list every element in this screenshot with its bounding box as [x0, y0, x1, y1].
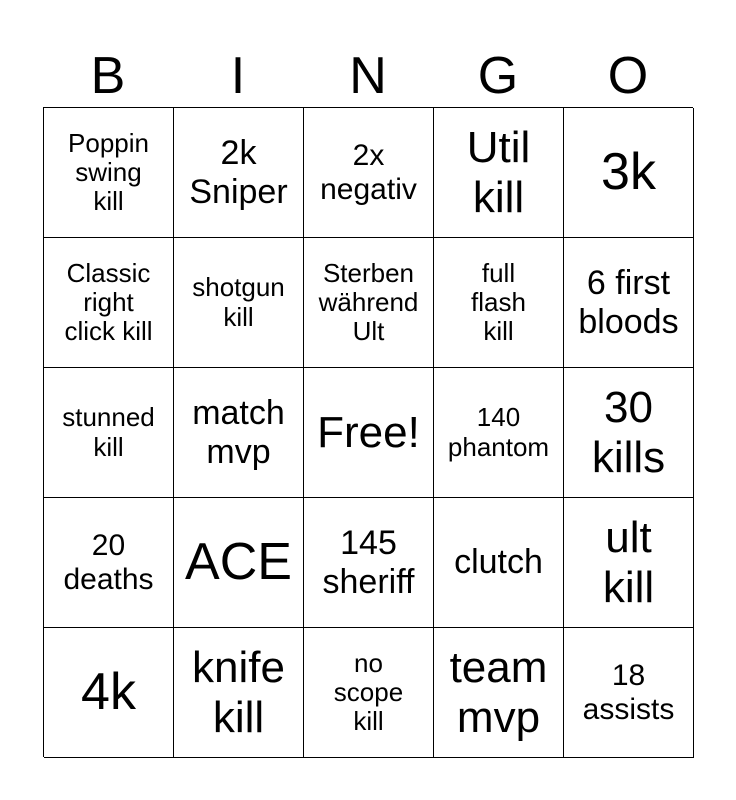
bingo-cell-label: ACE — [185, 533, 292, 592]
bingo-cell[interactable] — [434, 498, 564, 628]
bingo-cell-label: Poppin swing kill — [68, 127, 149, 217]
header-letter-i: I — [230, 47, 246, 105]
bingo-cell-label: ult kill — [602, 513, 655, 612]
bingo-cell-label: shotgun kill — [192, 272, 285, 332]
bingo-cell-label: Util kill — [466, 123, 531, 222]
bingo-cell-label: 30 kills — [591, 383, 666, 482]
bingo-cell-label: clutch — [454, 543, 543, 582]
bingo-cell[interactable] — [174, 108, 304, 238]
bingo-cell[interactable] — [44, 368, 174, 498]
bingo-free-cell[interactable] — [304, 368, 434, 498]
bingo-cell-label: 4k — [81, 663, 136, 722]
bingo-cell[interactable] — [304, 628, 434, 758]
header-letter-b: B — [90, 47, 126, 105]
bingo-cell[interactable] — [564, 368, 694, 498]
bingo-cell[interactable] — [44, 238, 174, 368]
bingo-cell[interactable] — [44, 628, 174, 758]
bingo-cell-label: 2x negativ — [320, 138, 417, 206]
bingo-cell-label: knife kill — [192, 643, 285, 742]
bingo-cell-label: 2k Sniper — [189, 134, 288, 211]
bingo-cell-label: 140 phantom — [447, 402, 550, 462]
bingo-header — [43, 48, 693, 104]
bingo-cell-label: 145 sheriff — [322, 524, 415, 601]
bingo-cell[interactable] — [174, 238, 304, 368]
bingo-cell[interactable] — [564, 108, 694, 238]
bingo-cell[interactable] — [434, 238, 564, 368]
bingo-cell[interactable] — [174, 368, 304, 498]
bingo-cell[interactable] — [564, 498, 694, 628]
bingo-cell-label: 3k — [601, 143, 656, 202]
bingo-cell[interactable] — [174, 498, 304, 628]
bingo-cell[interactable] — [434, 368, 564, 498]
bingo-cell-label: team mvp — [449, 643, 548, 742]
header-letter-g: G — [477, 47, 519, 105]
bingo-cell-label: Classic right click kill — [64, 257, 153, 347]
bingo-cell[interactable] — [44, 498, 174, 628]
bingo-cell[interactable] — [174, 628, 304, 758]
bingo-cell-label: Sterben während Ult — [318, 257, 419, 347]
bingo-cell-label: 18 assists — [582, 658, 675, 726]
header-letter-n: N — [349, 47, 387, 105]
bingo-cell[interactable] — [564, 238, 694, 368]
header-letter-o: O — [607, 47, 649, 105]
bingo-cell[interactable] — [304, 498, 434, 628]
bingo-cell[interactable] — [434, 628, 564, 758]
bingo-cell[interactable] — [304, 108, 434, 238]
bingo-cell[interactable] — [304, 238, 434, 368]
bingo-cell[interactable] — [434, 108, 564, 238]
bingo-cell-label: 6 first bloods — [578, 264, 679, 341]
bingo-cell-label: 20 deaths — [63, 528, 154, 596]
bingo-cell-label: Free! — [317, 407, 420, 457]
bingo-cell-label: no scope kill — [333, 647, 404, 737]
bingo-cell[interactable] — [564, 628, 694, 758]
bingo-cell-label: full flash kill — [471, 257, 526, 347]
bingo-cell-label: match mvp — [192, 394, 285, 471]
bingo-cell-label: stunned kill — [62, 402, 155, 462]
bingo-card-grid — [43, 107, 693, 757]
bingo-cell[interactable] — [44, 108, 174, 238]
